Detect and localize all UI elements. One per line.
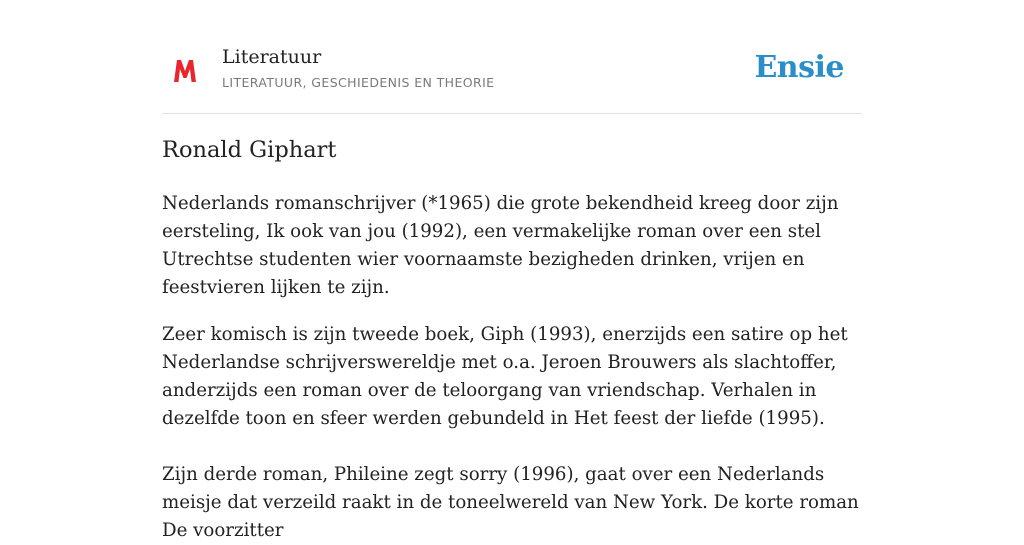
m-logo-icon[interactable] [172,56,198,84]
article-paragraph-1: Nederlands romanschrijver (*1965) die grote bekendheid kreeg door zijn eersteling, Ik ook van jou (1992), een vermakelijke roman over een stel Utrechtse studenten wier voornaamste bezigheden drinken, vrijen en feestvieren lijken te zijn. [162,193,839,298]
site-title[interactable]: Literatuur [222,46,322,68]
ensie-logo-link[interactable]: Ensie [754,50,844,85]
article-paragraph-2: Zeer komisch is zijn tweede boek, Giph (1993), enerzijds een satire op het Nederlandse schrijverswereldje met o.a. Jeroen Brouwers als slachtoffer, anderzijds een roman over de teloorgang van vriendschap. Verhalen in dezelfde toon en sfeer werden gebundeld in Het feest der liefde (1995). [162,324,848,429]
article-title: Ronald Giphart [162,137,337,163]
article-paragraph-3: Zijn derde roman, Phileine zegt sorry (1996), gaat over een Nederlands meisje dat verzeild raakt in de toneelwereld van New York. De korte roman De voorzitter [162,464,859,541]
site-subtitle: LITERATUUR, GESCHIEDENIS EN THEORIE [222,75,495,90]
page [162,0,862,541]
article-body [162,190,862,545]
site-header [162,38,862,114]
